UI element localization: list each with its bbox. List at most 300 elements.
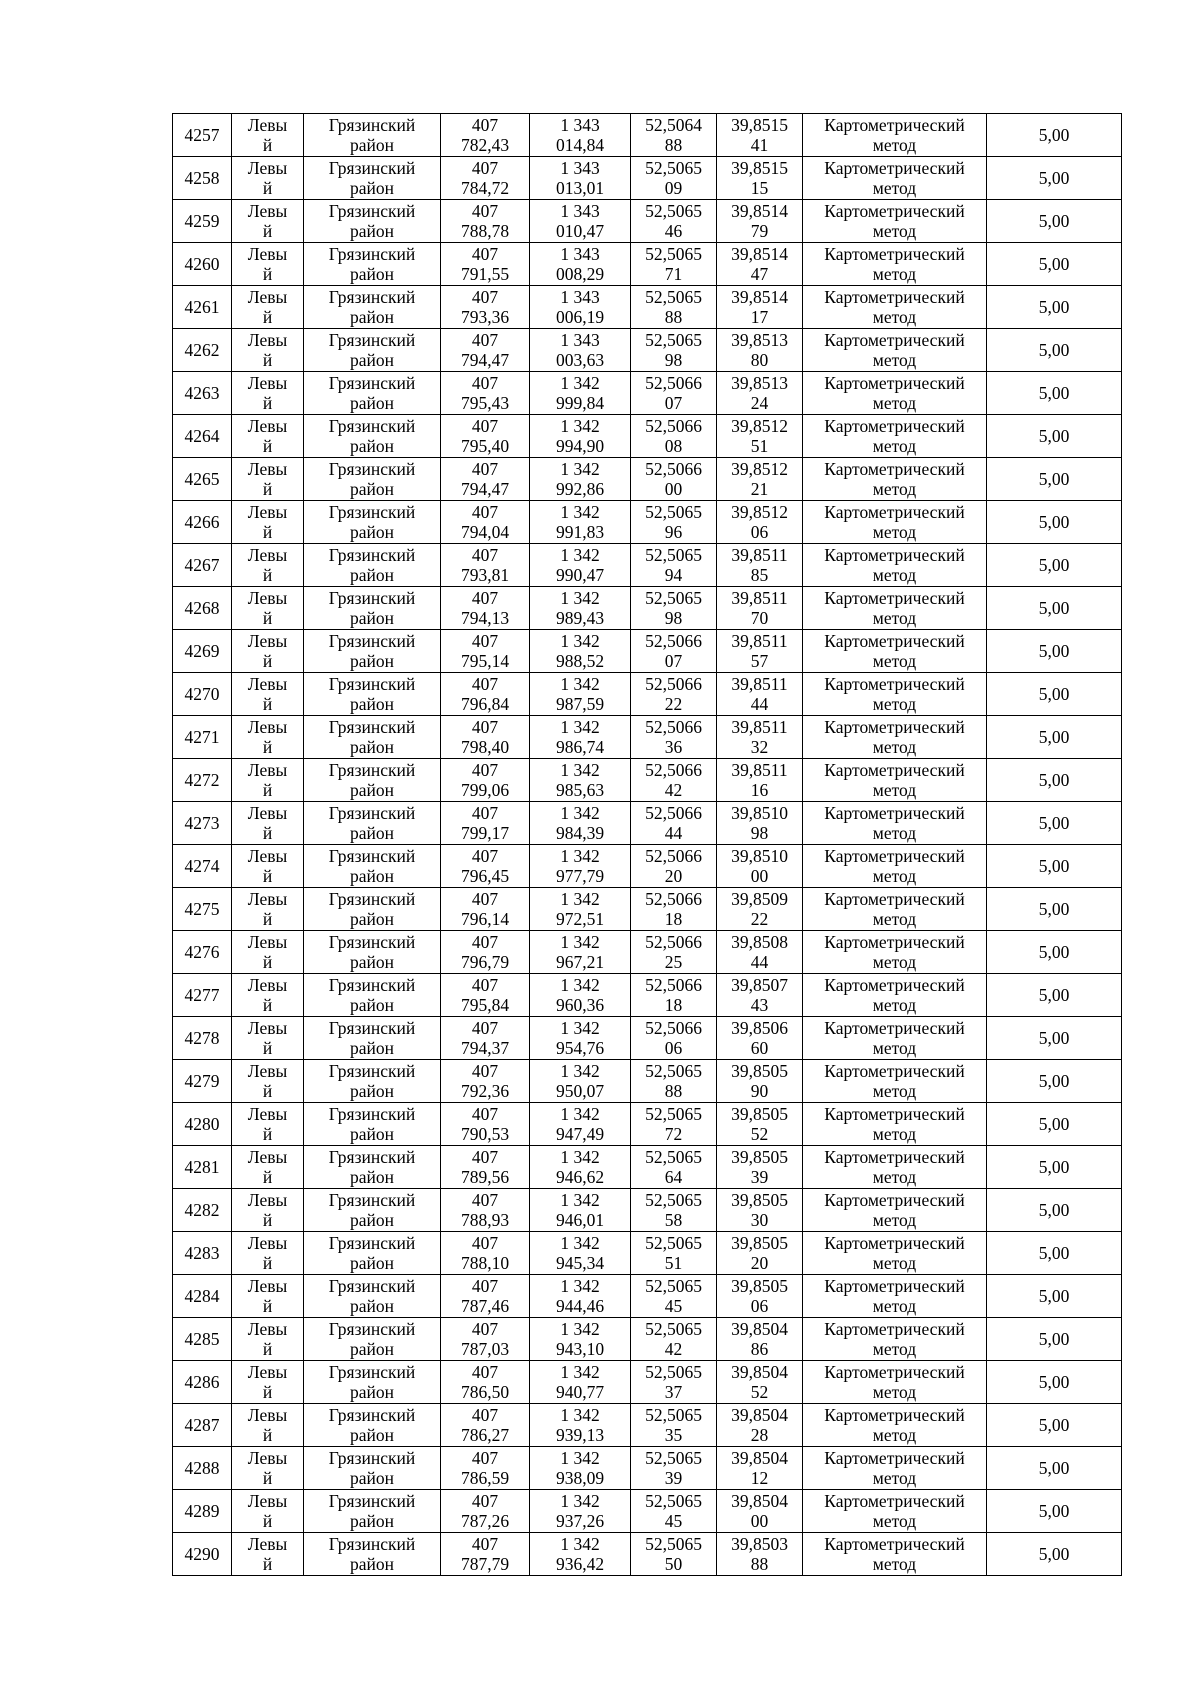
latitude-cell-line-2: 45 (664, 1296, 683, 1316)
side-cell-line-2: й (262, 1253, 273, 1273)
longitude-cell-line-2: 70 (750, 608, 769, 628)
longitude-cell-line-2: 39 (750, 1167, 769, 1187)
longitude-cell-line-2: 30 (750, 1210, 769, 1230)
table-row (173, 200, 1122, 243)
method-cell-line-1: Картометрический (824, 502, 965, 522)
longitude-cell-line-1: 39,8509 (731, 889, 788, 909)
table-row (173, 114, 1122, 157)
latitude-cell-line-1: 52,5065 (645, 1104, 702, 1124)
x-coordinate-cell-line-1: 407 (471, 803, 499, 823)
y-coordinate-cell-line-2: 985,63 (555, 780, 605, 800)
x-coordinate-cell-line-1: 407 (471, 502, 499, 522)
y-coordinate-cell-line-2: 988,52 (555, 651, 605, 671)
y-coordinate-cell-line-1: 1 342 (560, 1061, 600, 1081)
table-row (173, 458, 1122, 501)
y-coordinate-cell-line-1: 1 342 (560, 1276, 600, 1296)
x-coordinate-cell-line-1: 407 (471, 1233, 499, 1253)
x-coordinate-cell-line-2: 795,43 (460, 393, 510, 413)
y-coordinate-cell (530, 759, 631, 802)
district-cell-line-1: Грязинский (328, 1018, 416, 1038)
y-coordinate-cell-line-1: 1 342 (560, 674, 600, 694)
y-coordinate-cell (530, 888, 631, 931)
district-cell (304, 114, 441, 157)
method-cell-line-1: Картометрический (824, 588, 965, 608)
side-cell-line-1: Левы (247, 373, 288, 393)
longitude-cell-line-1: 39,8505 (731, 1061, 788, 1081)
y-coordinate-cell (530, 501, 631, 544)
latitude-cell-line-1: 52,5066 (645, 674, 702, 694)
side-cell-line-2: й (262, 608, 273, 628)
method-cell-line-2: метод (872, 565, 917, 585)
side-cell-line-1: Левы (247, 545, 288, 565)
longitude-cell-line-1: 39,8514 (731, 287, 788, 307)
district-cell (304, 630, 441, 673)
x-coordinate-cell-line-2: 787,26 (460, 1511, 510, 1531)
x-coordinate-cell-line-2: 796,84 (460, 694, 510, 714)
method-cell-line-1: Картометрический (824, 1018, 965, 1038)
longitude-cell-line-1: 39,8504 (731, 1362, 788, 1382)
longitude-cell-line-1: 39,8510 (731, 803, 788, 823)
latitude-cell-line-1: 52,5065 (645, 1362, 702, 1382)
point-number-cell: 4263 (173, 372, 232, 415)
y-coordinate-cell (530, 1361, 631, 1404)
method-cell (803, 974, 987, 1017)
side-cell (232, 1275, 304, 1318)
x-coordinate-cell-line-1: 407 (471, 1534, 499, 1554)
side-cell-line-1: Левы (247, 631, 288, 651)
district-cell (304, 845, 441, 888)
point-number-cell: 4275 (173, 888, 232, 931)
x-coordinate-cell-line-1: 407 (471, 1448, 499, 1468)
y-coordinate-cell-line-1: 1 343 (560, 330, 600, 350)
latitude-cell (631, 1447, 717, 1490)
longitude-cell (717, 974, 803, 1017)
side-cell-line-2: й (262, 221, 273, 241)
longitude-cell-line-2: 80 (750, 350, 769, 370)
longitude-cell (717, 1404, 803, 1447)
district-cell-line-2: район (350, 608, 394, 628)
latitude-cell-line-2: 88 (664, 1081, 683, 1101)
table-row (173, 802, 1122, 845)
y-coordinate-cell (530, 1232, 631, 1275)
table-row (173, 157, 1122, 200)
latitude-cell (631, 716, 717, 759)
district-cell-line-1: Грязинский (328, 1448, 416, 1468)
side-cell-line-2: й (262, 651, 273, 671)
method-cell-line-1: Картометрический (824, 1061, 965, 1081)
method-cell (803, 286, 987, 329)
y-coordinate-cell-line-2: 938,09 (555, 1468, 605, 1488)
x-coordinate-cell-line-1: 407 (471, 244, 499, 264)
district-cell-line-1: Грязинский (328, 1104, 416, 1124)
longitude-cell-line-2: 60 (750, 1038, 769, 1058)
x-coordinate-cell-line-1: 407 (471, 1319, 499, 1339)
y-coordinate-cell-line-1: 1 342 (560, 1233, 600, 1253)
district-cell (304, 1103, 441, 1146)
y-coordinate-cell-line-2: 008,29 (555, 264, 605, 284)
method-cell-line-1: Картометрический (824, 1534, 965, 1554)
x-coordinate-cell (441, 845, 530, 888)
table-row (173, 845, 1122, 888)
district-cell-line-2: район (350, 221, 394, 241)
method-cell-line-1: Картометрический (824, 416, 965, 436)
x-coordinate-cell-line-2: 786,27 (460, 1425, 510, 1445)
y-coordinate-cell-line-1: 1 342 (560, 846, 600, 866)
y-coordinate-cell-line-1: 1 342 (560, 932, 600, 952)
y-coordinate-cell-line-1: 1 342 (560, 1534, 600, 1554)
longitude-cell-line-1: 39,8513 (731, 330, 788, 350)
y-coordinate-cell (530, 716, 631, 759)
longitude-cell-line-1: 39,8510 (731, 846, 788, 866)
accuracy-cell: 5,00 (987, 716, 1122, 759)
x-coordinate-cell-line-2: 795,84 (460, 995, 510, 1015)
latitude-cell-line-2: 98 (664, 350, 683, 370)
x-coordinate-cell (441, 716, 530, 759)
y-coordinate-cell-line-2: 945,34 (555, 1253, 605, 1273)
longitude-cell-line-1: 39,8511 (731, 588, 788, 608)
longitude-cell (717, 329, 803, 372)
y-coordinate-cell-line-2: 944,46 (555, 1296, 605, 1316)
y-coordinate-cell-line-1: 1 342 (560, 975, 600, 995)
method-cell-line-2: метод (872, 651, 917, 671)
district-cell (304, 1361, 441, 1404)
method-cell (803, 587, 987, 630)
district-cell-line-1: Грязинский (328, 932, 416, 952)
side-cell-line-1: Левы (247, 1534, 288, 1554)
point-number-cell: 4282 (173, 1189, 232, 1232)
y-coordinate-cell (530, 1447, 631, 1490)
longitude-cell-line-1: 39,8504 (731, 1448, 788, 1468)
longitude-cell-line-2: 12 (750, 1468, 769, 1488)
longitude-cell (717, 1103, 803, 1146)
x-coordinate-cell-line-2: 796,14 (460, 909, 510, 929)
y-coordinate-cell-line-1: 1 342 (560, 889, 600, 909)
district-cell-line-2: район (350, 479, 394, 499)
method-cell-line-1: Картометрический (824, 201, 965, 221)
x-coordinate-cell (441, 974, 530, 1017)
district-cell (304, 759, 441, 802)
side-cell-line-2: й (262, 780, 273, 800)
longitude-cell (717, 845, 803, 888)
method-cell-line-2: метод (872, 1081, 917, 1101)
longitude-cell (717, 114, 803, 157)
latitude-cell (631, 1103, 717, 1146)
district-cell-line-2: район (350, 1167, 394, 1187)
y-coordinate-cell-line-1: 1 342 (560, 588, 600, 608)
latitude-cell-line-2: 07 (664, 393, 683, 413)
latitude-cell (631, 1017, 717, 1060)
method-cell (803, 931, 987, 974)
district-cell-line-2: район (350, 866, 394, 886)
x-coordinate-cell (441, 1490, 530, 1533)
district-cell (304, 716, 441, 759)
side-cell (232, 931, 304, 974)
x-coordinate-cell-line-2: 796,45 (460, 866, 510, 886)
side-cell-line-1: Левы (247, 803, 288, 823)
x-coordinate-cell (441, 1017, 530, 1060)
x-coordinate-cell (441, 1318, 530, 1361)
accuracy-cell: 5,00 (987, 1318, 1122, 1361)
x-coordinate-cell (441, 501, 530, 544)
latitude-cell-line-1: 52,5065 (645, 1448, 702, 1468)
y-coordinate-cell-line-2: 003,63 (555, 350, 605, 370)
method-cell-line-1: Картометрический (824, 760, 965, 780)
latitude-cell (631, 1404, 717, 1447)
longitude-cell-line-1: 39,8505 (731, 1233, 788, 1253)
x-coordinate-cell-line-1: 407 (471, 1018, 499, 1038)
method-cell-line-2: метод (872, 350, 917, 370)
longitude-cell-line-2: 00 (750, 1511, 769, 1531)
side-cell-line-2: й (262, 1038, 273, 1058)
table-row (173, 1189, 1122, 1232)
method-cell (803, 716, 987, 759)
longitude-cell (717, 458, 803, 501)
x-coordinate-cell (441, 1232, 530, 1275)
longitude-cell (717, 1060, 803, 1103)
district-cell-line-1: Грязинский (328, 889, 416, 909)
x-coordinate-cell-line-2: 791,55 (460, 264, 510, 284)
side-cell-line-1: Левы (247, 115, 288, 135)
accuracy-cell: 5,00 (987, 759, 1122, 802)
district-cell-line-1: Грязинский (328, 846, 416, 866)
side-cell-line-1: Левы (247, 588, 288, 608)
x-coordinate-cell-line-1: 407 (471, 115, 499, 135)
y-coordinate-cell (530, 243, 631, 286)
latitude-cell (631, 458, 717, 501)
longitude-cell-line-2: 24 (750, 393, 769, 413)
y-coordinate-cell-line-1: 1 342 (560, 760, 600, 780)
y-coordinate-cell (530, 1017, 631, 1060)
y-coordinate-cell-line-2: 954,76 (555, 1038, 605, 1058)
x-coordinate-cell-line-2: 788,10 (460, 1253, 510, 1273)
y-coordinate-cell-line-2: 987,59 (555, 694, 605, 714)
side-cell-line-2: й (262, 1081, 273, 1101)
longitude-cell-line-2: 52 (750, 1382, 769, 1402)
longitude-cell-line-1: 39,8504 (731, 1491, 788, 1511)
longitude-cell-line-2: 32 (750, 737, 769, 757)
longitude-cell-line-1: 39,8515 (731, 115, 788, 135)
latitude-cell-line-1: 52,5065 (645, 1491, 702, 1511)
latitude-cell-line-1: 52,5065 (645, 201, 702, 221)
side-cell-line-2: й (262, 264, 273, 284)
district-cell-line-2: район (350, 1296, 394, 1316)
method-cell-line-2: метод (872, 1124, 917, 1144)
side-cell (232, 1189, 304, 1232)
latitude-cell-line-2: 37 (664, 1382, 683, 1402)
district-cell-line-1: Грязинский (328, 717, 416, 737)
y-coordinate-cell-line-1: 1 342 (560, 1491, 600, 1511)
longitude-cell-line-2: 06 (750, 522, 769, 542)
method-cell-line-1: Картометрический (824, 1319, 965, 1339)
district-cell-line-2: район (350, 737, 394, 757)
latitude-cell (631, 1189, 717, 1232)
accuracy-cell: 5,00 (987, 286, 1122, 329)
latitude-cell (631, 1318, 717, 1361)
y-coordinate-cell (530, 1533, 631, 1576)
side-cell-line-2: й (262, 350, 273, 370)
side-cell (232, 372, 304, 415)
side-cell-line-2: й (262, 565, 273, 585)
side-cell-line-1: Левы (247, 1018, 288, 1038)
side-cell-line-2: й (262, 1511, 273, 1531)
accuracy-cell: 5,00 (987, 974, 1122, 1017)
y-coordinate-cell-line-1: 1 343 (560, 244, 600, 264)
latitude-cell-line-2: 09 (664, 178, 683, 198)
latitude-cell-line-1: 52,5066 (645, 889, 702, 909)
x-coordinate-cell (441, 544, 530, 587)
district-cell-line-1: Грязинский (328, 803, 416, 823)
longitude-cell-line-2: 28 (750, 1425, 769, 1445)
longitude-cell-line-1: 39,8505 (731, 1104, 788, 1124)
table-row (173, 931, 1122, 974)
y-coordinate-cell-line-1: 1 343 (560, 201, 600, 221)
longitude-cell-line-1: 39,8511 (731, 545, 788, 565)
method-cell-line-2: метод (872, 178, 917, 198)
y-coordinate-cell-line-1: 1 342 (560, 1448, 600, 1468)
district-cell-line-1: Грязинский (328, 158, 416, 178)
district-cell-line-1: Грязинский (328, 674, 416, 694)
method-cell (803, 1318, 987, 1361)
table-body (173, 114, 1122, 1576)
method-cell-line-2: метод (872, 436, 917, 456)
method-cell (803, 1146, 987, 1189)
x-coordinate-cell (441, 329, 530, 372)
point-number-cell: 4257 (173, 114, 232, 157)
side-cell (232, 1447, 304, 1490)
longitude-cell-line-1: 39,8511 (731, 674, 788, 694)
latitude-cell-line-2: 00 (664, 479, 683, 499)
method-cell (803, 544, 987, 587)
y-coordinate-cell (530, 802, 631, 845)
side-cell-line-2: й (262, 135, 273, 155)
latitude-cell-line-2: 39 (664, 1468, 683, 1488)
side-cell-line-2: й (262, 1167, 273, 1187)
y-coordinate-cell-line-2: 946,62 (555, 1167, 605, 1187)
latitude-cell (631, 888, 717, 931)
point-number-cell: 4259 (173, 200, 232, 243)
district-cell-line-1: Грязинский (328, 1491, 416, 1511)
longitude-cell (717, 1146, 803, 1189)
point-number-cell: 4284 (173, 1275, 232, 1318)
method-cell (803, 415, 987, 458)
longitude-cell-line-1: 39,8505 (731, 1190, 788, 1210)
district-cell-line-2: район (350, 780, 394, 800)
method-cell (803, 1490, 987, 1533)
district-cell-line-1: Грязинский (328, 1147, 416, 1167)
x-coordinate-cell-line-2: 799,17 (460, 823, 510, 843)
district-cell-line-1: Грязинский (328, 502, 416, 522)
side-cell (232, 974, 304, 1017)
y-coordinate-cell-line-2: 960,36 (555, 995, 605, 1015)
point-number-cell: 4285 (173, 1318, 232, 1361)
longitude-cell-line-1: 39,8511 (731, 631, 788, 651)
table-row (173, 1146, 1122, 1189)
y-coordinate-cell-line-2: 992,86 (555, 479, 605, 499)
latitude-cell-line-1: 52,5064 (645, 115, 702, 135)
table-row (173, 673, 1122, 716)
side-cell (232, 888, 304, 931)
district-cell-line-2: район (350, 1382, 394, 1402)
method-cell (803, 501, 987, 544)
side-cell-line-1: Левы (247, 416, 288, 436)
y-coordinate-cell-line-2: 991,83 (555, 522, 605, 542)
point-number-cell: 4268 (173, 587, 232, 630)
y-coordinate-cell-line-1: 1 342 (560, 502, 600, 522)
method-cell-line-2: метод (872, 1210, 917, 1230)
side-cell (232, 1318, 304, 1361)
longitude-cell-line-1: 39,8512 (731, 416, 788, 436)
table-row (173, 759, 1122, 802)
longitude-cell-line-1: 39,8508 (731, 932, 788, 952)
latitude-cell-line-2: 45 (664, 1511, 683, 1531)
accuracy-cell: 5,00 (987, 1103, 1122, 1146)
x-coordinate-cell (441, 1189, 530, 1232)
latitude-cell-line-2: 58 (664, 1210, 683, 1230)
y-coordinate-cell-line-2: 984,39 (555, 823, 605, 843)
method-cell-line-1: Картометрический (824, 1448, 965, 1468)
district-cell-line-1: Грязинский (328, 330, 416, 350)
latitude-cell (631, 673, 717, 716)
x-coordinate-cell-line-2: 790,53 (460, 1124, 510, 1144)
side-cell-line-1: Левы (247, 1319, 288, 1339)
district-cell-line-1: Грязинский (328, 373, 416, 393)
district-cell (304, 673, 441, 716)
longitude-cell-line-1: 39,8511 (731, 717, 788, 737)
latitude-cell-line-2: 96 (664, 522, 683, 542)
accuracy-cell: 5,00 (987, 114, 1122, 157)
y-coordinate-cell-line-2: 972,51 (555, 909, 605, 929)
x-coordinate-cell-line-1: 407 (471, 1147, 499, 1167)
method-cell-line-2: метод (872, 694, 917, 714)
accuracy-cell: 5,00 (987, 1404, 1122, 1447)
method-cell (803, 1447, 987, 1490)
longitude-cell-line-1: 39,8505 (731, 1147, 788, 1167)
method-cell-line-1: Картометрический (824, 158, 965, 178)
method-cell-line-1: Картометрический (824, 674, 965, 694)
y-coordinate-cell (530, 1103, 631, 1146)
x-coordinate-cell-line-2: 793,36 (460, 307, 510, 327)
longitude-cell (717, 1189, 803, 1232)
method-cell-line-2: метод (872, 737, 917, 757)
side-cell (232, 587, 304, 630)
x-coordinate-cell-line-2: 794,04 (460, 522, 510, 542)
y-coordinate-cell (530, 587, 631, 630)
method-cell-line-1: Картометрический (824, 975, 965, 995)
x-coordinate-cell-line-1: 407 (471, 416, 499, 436)
x-coordinate-cell-line-1: 407 (471, 717, 499, 737)
accuracy-cell: 5,00 (987, 1275, 1122, 1318)
x-coordinate-cell (441, 1060, 530, 1103)
district-cell (304, 1533, 441, 1576)
point-number-cell: 4281 (173, 1146, 232, 1189)
longitude-cell-line-2: 85 (750, 565, 769, 585)
y-coordinate-cell-line-1: 1 342 (560, 373, 600, 393)
longitude-cell (717, 802, 803, 845)
method-cell-line-2: метод (872, 264, 917, 284)
side-cell-line-1: Левы (247, 287, 288, 307)
side-cell-line-1: Левы (247, 1405, 288, 1425)
accuracy-cell: 5,00 (987, 1490, 1122, 1533)
district-cell-line-2: район (350, 1038, 394, 1058)
y-coordinate-cell-line-2: 937,26 (555, 1511, 605, 1531)
y-coordinate-cell (530, 845, 631, 888)
side-cell (232, 1361, 304, 1404)
latitude-cell (631, 1232, 717, 1275)
method-cell (803, 759, 987, 802)
side-cell-line-1: Левы (247, 459, 288, 479)
district-cell-line-1: Грязинский (328, 760, 416, 780)
side-cell-line-1: Левы (247, 760, 288, 780)
